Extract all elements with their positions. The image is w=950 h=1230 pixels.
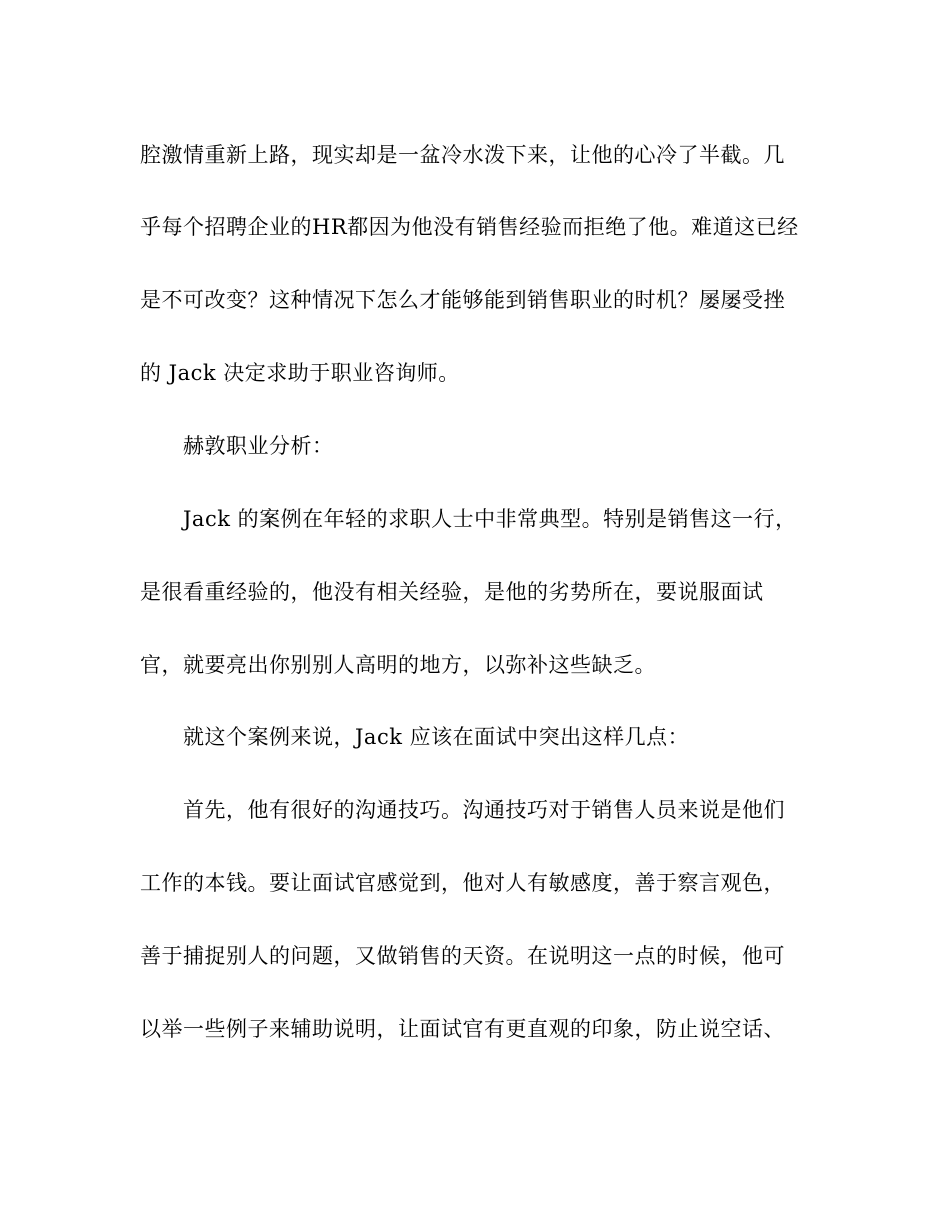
paragraph-line: Jack 的案例在年轻的求职人士中非常典型。特别是销售这一行， xyxy=(183,507,797,531)
paragraph-line: 以举一些例子来辅助说明，让面试官有更直观的印象，防止说空话、 xyxy=(140,1017,785,1041)
paragraph-line: 官，就要亮出你别别人高明的地方，以弥补这些缺乏。 xyxy=(140,653,656,677)
paragraph-line: 就这个案例来说，Jack 应该在面试中突出这样几点： xyxy=(183,725,690,749)
paragraph-line: 是不可改变？这种情况下怎么才能够能到销售职业的时机？屡屡受挫 xyxy=(140,288,785,312)
paragraph-line: 善于捕捉别人的问题，又做销售的天资。在说明这一点的时候，他可 xyxy=(140,944,785,968)
paragraph-line: 是很看重经验的，他没有相关经验，是他的劣势所在，要说服面试 xyxy=(140,580,764,604)
paragraph-line: 的 Jack 决定求助于职业咨询师。 xyxy=(140,361,460,385)
paragraph-line: 腔激情重新上路，现实却是一盆冷水泼下来，让他的心冷了半截。几 xyxy=(140,143,785,167)
section-heading: 赫敦职业分析： xyxy=(183,434,334,458)
paragraph-line: 乎每个招聘企业的HR都因为他没有销售经验而拒绝了他。难道这已经 xyxy=(140,215,799,239)
paragraph-line: 工作的本钱。要让面试官感觉到，他对人有敏感度，善于察言观色， xyxy=(140,871,785,895)
paragraph-line: 首先，他有很好的沟通技巧。沟通技巧对于销售人员来说是他们 xyxy=(183,798,785,822)
